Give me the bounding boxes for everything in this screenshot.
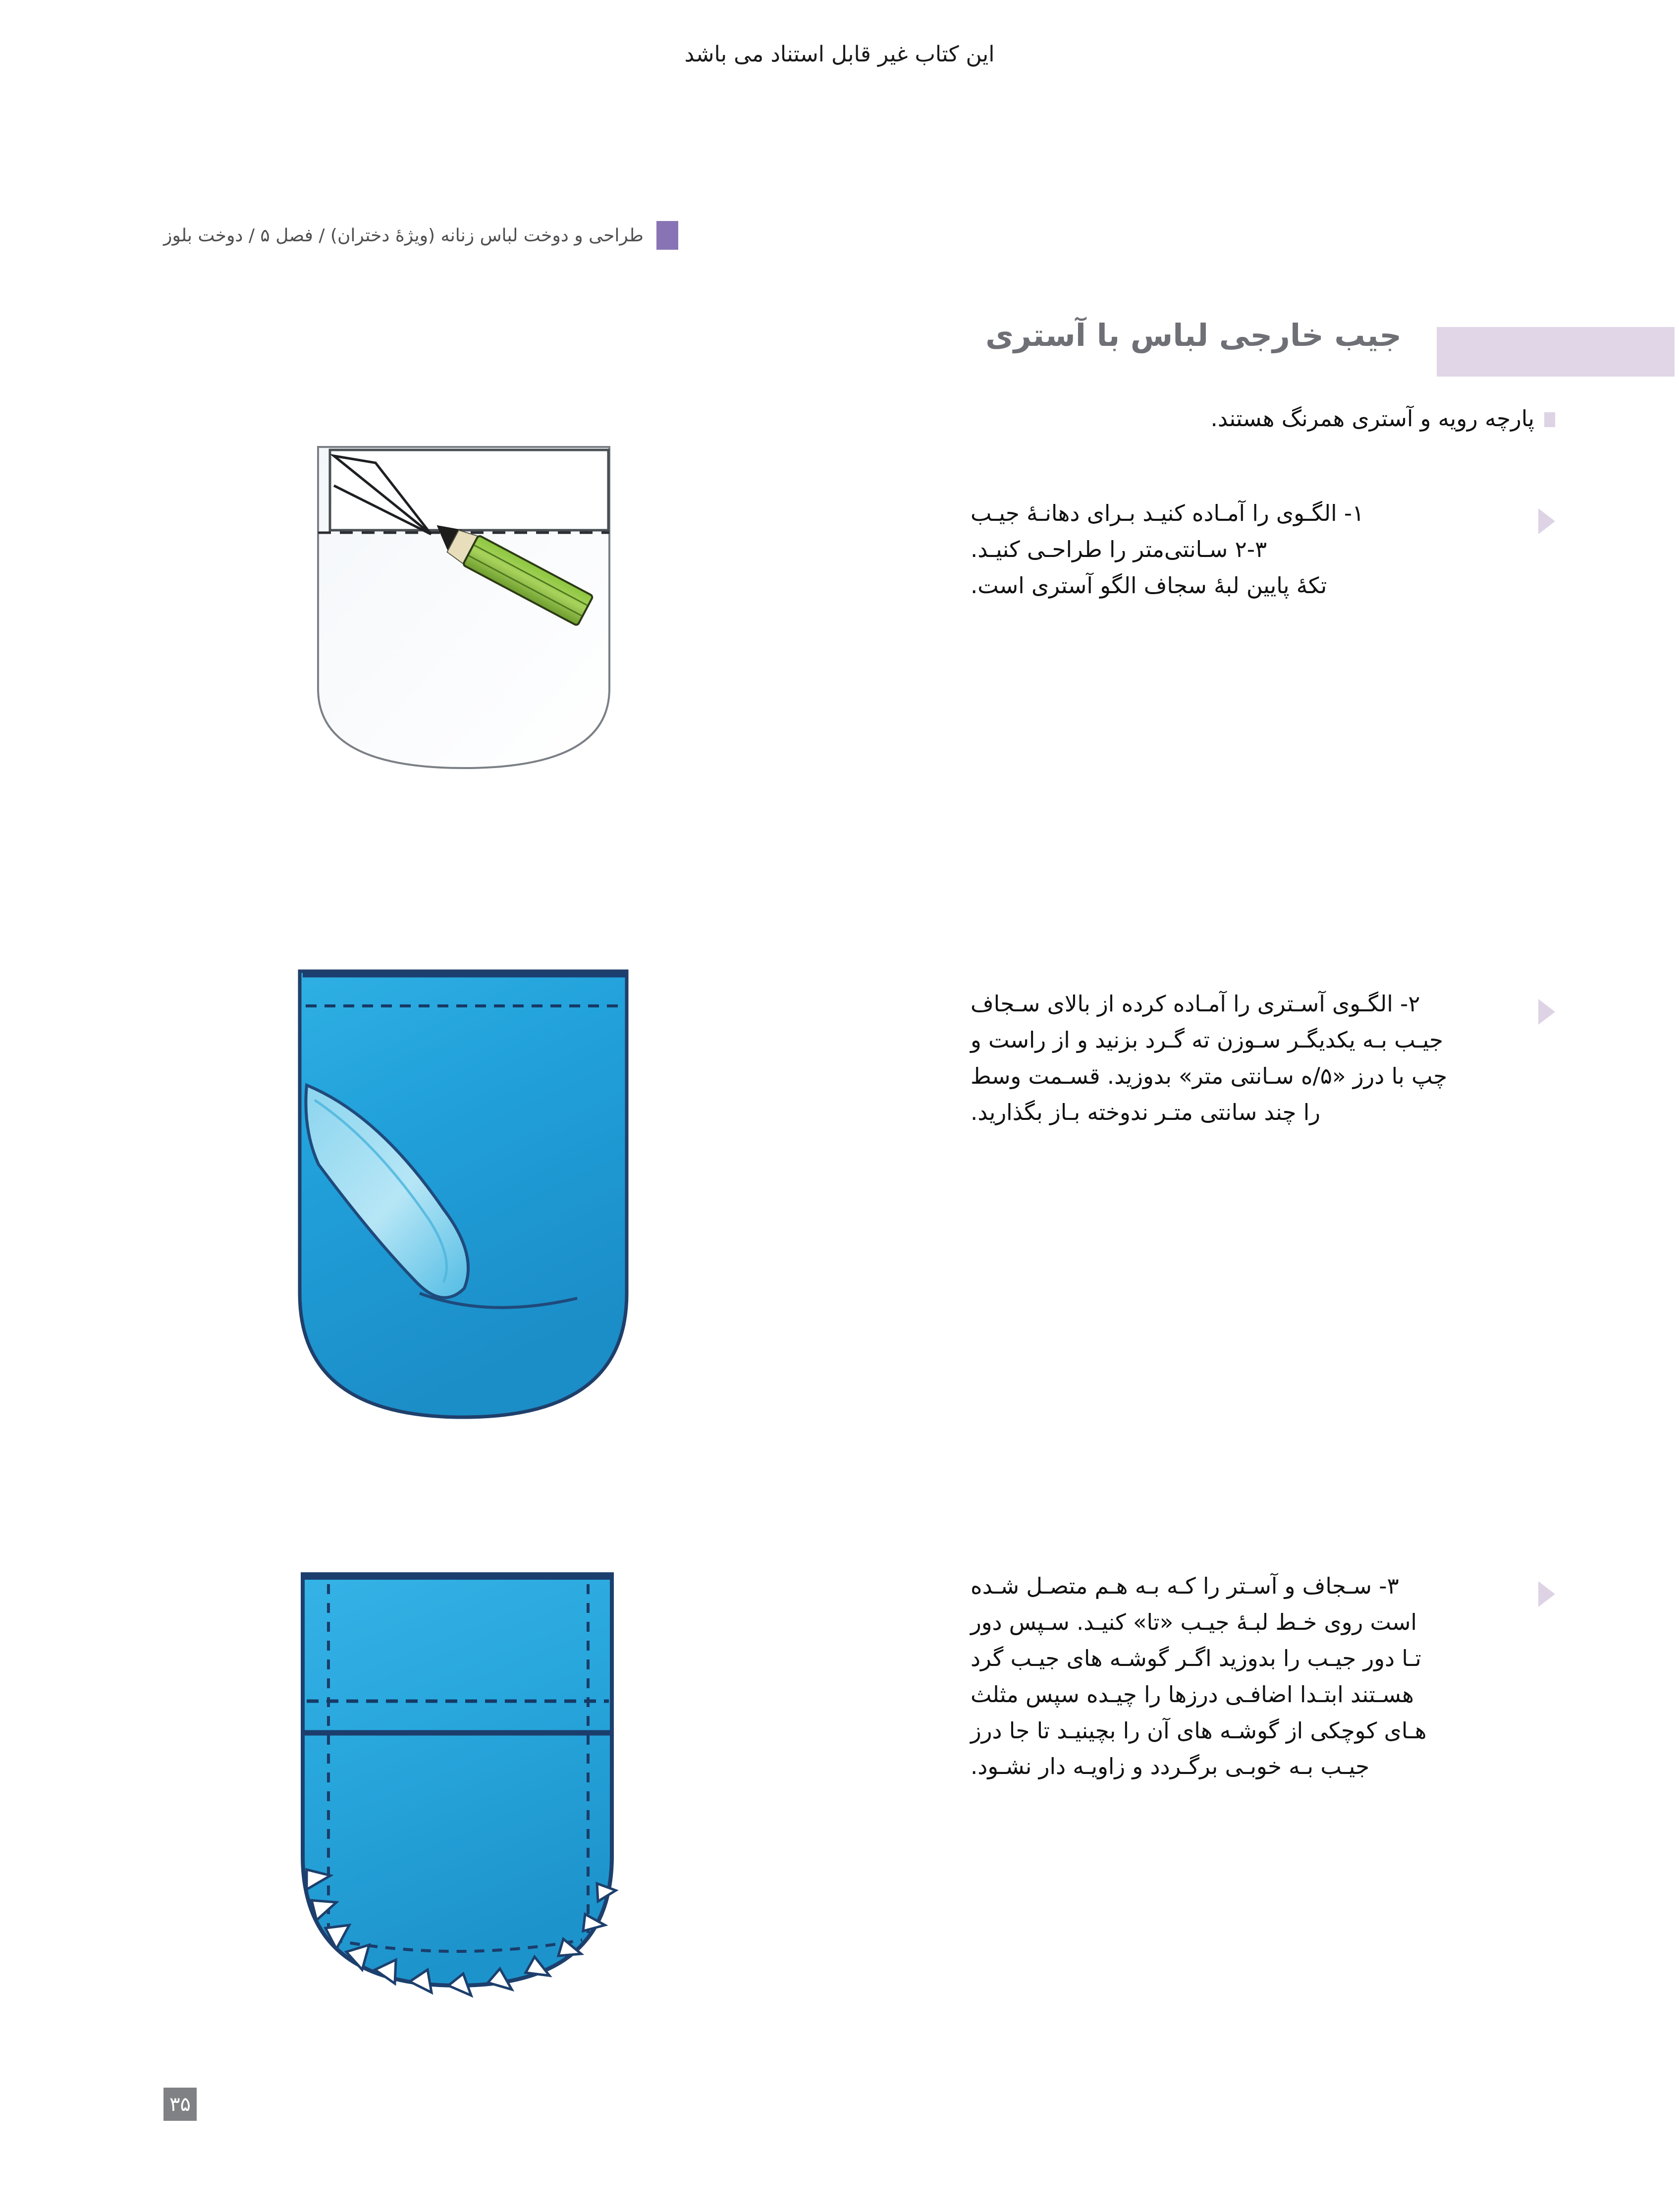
title-accent-bar	[1437, 327, 1675, 377]
step-line: تـا دور جیـب را بدوزید اگـر گوشـه های جیـب گرد	[971, 1645, 1421, 1671]
page-disclaimer: این کتاب غیر قابل استناد می باشد	[684, 42, 995, 67]
instruction-step-2-body	[971, 986, 1529, 1131]
bullet-item-label: پارچه رویه و آستری همرنگ هستند.	[1210, 405, 1534, 432]
running-head	[163, 221, 678, 250]
instruction-step-1-body	[971, 496, 1529, 604]
instruction-step-3-body	[971, 1568, 1529, 1785]
triangle-bullet-icon	[1538, 1581, 1555, 1607]
step-line: هـای کوچکی از گوشـه های آن را بچینیـد تا جا درز	[971, 1717, 1427, 1744]
pocket-body	[303, 1574, 612, 1986]
figure-1	[287, 411, 634, 790]
triangle-bullet-icon	[1538, 999, 1555, 1025]
running-head-text: طراحی و دوخت لباس زنانه (ویژهٔ دختران) / فصل ۵ / دوخت بلوز	[163, 225, 644, 246]
instruction-step-3	[971, 1568, 1555, 1785]
instruction-step-2	[971, 986, 1555, 1131]
bullet-item	[975, 401, 1555, 436]
step-line: را چند سانتی متـر ندوخته بـاز بگذارید.	[971, 1099, 1321, 1125]
step-line: هسـتند ابتـدا اضافـی درزها را چیـده سپس مثلث	[971, 1681, 1414, 1708]
page-title: جیب خارجی لباس با آستری	[985, 317, 1402, 353]
step-line: ۲- الگـوی آسـتری را آمـاده کرده از بالای سـجاف	[971, 991, 1420, 1017]
step-line: جیـب بـه یکدیگـر سـوزن ته گـرد بزنید و از راست و	[971, 1026, 1443, 1053]
running-head-marker	[656, 221, 678, 250]
page-number: ۳۵	[169, 2093, 191, 2116]
step-line: تکهٔ پایین لبهٔ سجاف الگو آستری است.	[971, 572, 1327, 599]
step-line: ۲-۳ سـانتی‌متر را طراحـی کنیـد.	[971, 536, 1267, 562]
step-line: جیـب بـه خوبـی برگـردد و زاویـه دار نشـود.	[971, 1753, 1370, 1780]
step-line: چپ با درز «۵/ه سـانتی متر» بدوزید. قسـمت وسط	[971, 1062, 1448, 1089]
step-line: ۳- سـجاف و آسـتر را کـه بـه هـم متصـل شـده	[971, 1573, 1399, 1599]
triangle-bullet-icon	[1538, 508, 1555, 534]
step-line: است روی خـط لبـهٔ جیـب «تا» کنیـد. سـپس دور	[971, 1608, 1417, 1635]
square-bullet-icon	[1544, 412, 1555, 427]
intro-note	[975, 401, 1555, 465]
instruction-step-1	[971, 496, 1555, 604]
step-line: ۱- الگـوی را آمـاده کنیـد بـرای دهانـهٔ جیـب	[971, 500, 1364, 526]
figure-3	[285, 1558, 632, 2036]
figure-2	[280, 951, 647, 1439]
page-number-box	[163, 2088, 197, 2121]
